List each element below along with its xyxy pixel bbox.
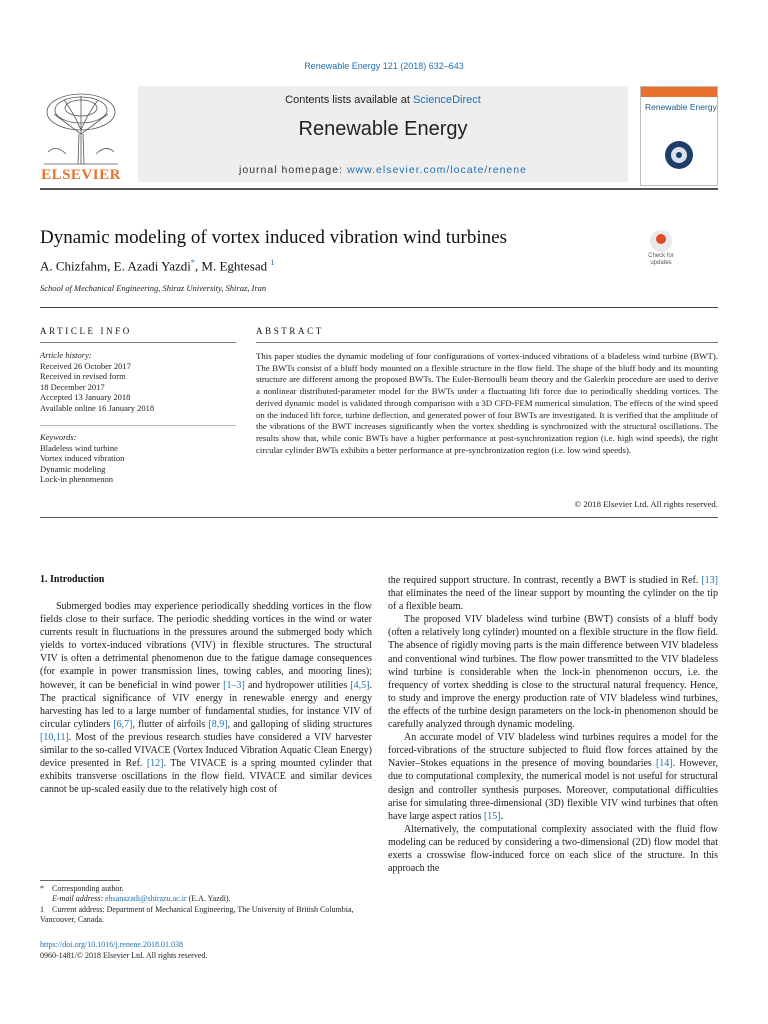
check-updates-label: Check for updates <box>648 253 674 266</box>
abstract-text: This paper studies the dynamic modeling of four configurations of vortex-induced vibrations of a bladeless wind turbine (BWT). The BWTs consist of a bluff body mounted on a flexible structure in the flow field. The shape of the bluff body and its mounting structure are different among the proposed BWTs. The Euler-Bernoulli beam theory and the Galerkin procedure are used to derive a nonlinear distributed-parameter model for the BWTs under a fluctuating lift force due to periodically shedding vortices. The derived dynamic model is validated through comparison with a 3D CFD-FEM numerical simulation. The effects of the wind speed on the induced lift force, turbine deflection, and generated power of four BWTs are investigated. It is verified that the amplitude of the vibrations of the BWT increases significantly when the vortex shedding is synchronized with the structural oscillations. The results show that, while conic BWTs have a higher performance at post-synchronization region (i.e. high wind speeds), the right circular cylinder BWTs exhibits a better performance at pre-synchronization region (i.e. low wind speeds). <box>256 351 718 455</box>
article-history <box>40 350 236 414</box>
cover-bar <box>641 87 717 97</box>
abstract-rule <box>256 342 718 343</box>
homepage-link[interactable]: www.elsevier.com/locate/renene <box>346 164 527 176</box>
intro-paragraph-1 <box>40 600 372 796</box>
text-run: and hydropower utilities <box>244 679 351 691</box>
text-run: Submerged bodies may experience periodically shedding vortices in the flow fields close to their surface. The periodic shedding vortices in the wind or water currents result in fluctuations in the pressures around the submerged body which yields to vortex-induced vibrations (VIV) in flexible structures. The structural VIV is often a detrimental phenomenon due to the fatigue damage consequences (for example in power transmission lines, towing cables, and mooring lines); however, it can be beneficial in wind power <box>40 601 372 691</box>
history-item: Received 26 October 2017 <box>40 360 131 371</box>
author-names-2: , M. Eghtesad <box>194 258 271 274</box>
keywords-label: Keywords: <box>40 432 77 442</box>
footnote-current-address <box>40 905 372 925</box>
citation-link[interactable]: [4,5] <box>350 679 370 691</box>
text-run: . Most of the previous research studies have considered a VIV harvester similar to the so-called VIVACE (Vortex Induced Vibration Aquatic Clean Energy) device presented in Ref. <box>40 731 372 770</box>
footnote-corresponding <box>40 884 372 894</box>
history-item: Accepted 13 January 2018 <box>40 392 131 403</box>
citation-link[interactable]: [8,9] <box>208 718 228 730</box>
author-names-1: A. Chizfahm, E. Azadi Yazdi <box>40 258 191 274</box>
footnote-text: Corresponding author. <box>52 884 124 893</box>
intro-paragraph-4: Alternatively, the computational complexity associated with the fluid flow modeling can be reduced by considering a two-dimensional (2D) flow model that exerts a crosswise flow-induced force on each slice of the structure. In this approach the <box>388 823 718 875</box>
footnote-mark-1[interactable]: 1 <box>270 258 275 267</box>
citation-link[interactable]: [14] <box>655 758 673 770</box>
email-suffix: (E.A. Yazdi). <box>186 894 231 903</box>
keyword-item: Lock-in phenomenon <box>40 474 113 485</box>
history-label: Article history: <box>40 350 92 360</box>
text-run: . <box>500 810 504 822</box>
article-info-heading: ARTICLE INFO <box>40 326 132 336</box>
abstract-copyright: © 2018 Elsevier Ltd. All rights reserved. <box>574 499 718 509</box>
right-column <box>388 574 718 875</box>
history-item: Available online 16 January 2018 <box>40 402 155 413</box>
doi-link[interactable]: https://doi.org/10.1016/j.renene.2018.01.038 <box>40 940 183 949</box>
sciencedirect-link[interactable]: ScienceDirect <box>412 94 481 106</box>
citation-link[interactable]: [13] <box>701 575 718 586</box>
footnote-text: Current address: Department of Mechanical Engineering, The University of British Columbia, Vancouver, Canada. <box>40 905 354 924</box>
text-run: that eliminates the need of the linear support by mounting the cylinder on the tip of a flexible beam. <box>388 588 718 613</box>
text-run: , flutter of airfoils <box>132 718 209 730</box>
keyword-item: Vortex induced vibration <box>40 453 125 464</box>
keyword-item: Bladeless wind turbine <box>40 442 118 453</box>
article-info-rule <box>40 342 236 343</box>
abstract-divider <box>40 517 718 518</box>
journal-title: Renewable Energy <box>298 118 468 140</box>
footnote-email <box>40 894 372 904</box>
text-run: the required support structure. In contrast, recently a BWT is studied in Ref. <box>388 575 702 586</box>
issn-line: 0960-1481/© 2018 Elsevier Ltd. All rights reserved. <box>40 951 208 960</box>
history-item: 18 December 2017 <box>40 381 105 392</box>
keywords <box>40 432 236 485</box>
intro-paragraph-2: The proposed VIV bladeless wind turbine (BWT) consists of a bluff body (often a relatively long cylinder) mounted on a flexible structure in the flow field. The absence of rigidly moving parts is the main difference between VIV bladeless and conventional wind turbines. The flow power transmitted to the VIV bladeless wind turbine is considerable when the lock-in phenomenon occurs, i.e. the frequency of vortex shedding is close to the structural natural frequency. Hence, to study and improve the energy production rate of VIV bladeless wind turbines, the effects of the turbine design parameters on the lock-in phenomenon should be carefully analyzed through dynamic modeling. <box>388 614 718 731</box>
citation-link[interactable]: [1–3] <box>223 679 245 691</box>
left-column <box>40 600 372 796</box>
email-label: E-mail address: <box>52 894 106 903</box>
journal-reference[interactable]: Renewable Energy 121 (2018) 632–643 <box>304 61 464 71</box>
contents-line <box>138 94 628 106</box>
citation-link[interactable]: [10,11] <box>40 731 69 743</box>
check-for-updates-badge[interactable] <box>644 230 678 267</box>
footnote-marker: 1 <box>40 905 44 914</box>
keyword-item: Dynamic modeling <box>40 463 106 474</box>
affiliation: School of Mechanical Engineering, Shiraz University, Shiraz, Iran <box>40 283 267 293</box>
citation-link[interactable]: [6,7] <box>113 718 133 730</box>
text-run: . The VIVACE is a spring mounted cylinder that exhibits transverse oscillations in the flow field. VIVACE and similar devices cannot be up-scaled easily due to the relatively high cost of <box>40 758 372 796</box>
intro-paragraph-continued <box>388 574 718 613</box>
intro-section-title: 1. Introduction <box>40 574 105 585</box>
corresponding-mark[interactable]: * <box>190 258 195 267</box>
header-divider <box>40 188 718 190</box>
text-run: . The practical significance of VIV energy in renewable energy and energy harvesting has led to a large number of fundamental studies, for instance VIV of circular cylinders <box>40 679 372 730</box>
title-divider <box>40 307 718 308</box>
check-updates-icon <box>650 230 672 252</box>
email-link[interactable]: ehsanazadi@shirazu.ac.ir <box>105 894 187 903</box>
text-run: , and galloping of sliding structures <box>227 718 373 730</box>
elsevier-logo-text: ELSEVIER <box>41 167 121 183</box>
journal-cover-thumbnail[interactable] <box>640 86 718 186</box>
abstract-heading: ABSTRACT <box>256 326 324 336</box>
citation-link[interactable]: [15] <box>483 810 501 822</box>
text-run: An accurate model of VIV bladeless wind turbines requires a model for the forced-vibrations of the structure subjected to fluid flow forces attained by the Navier–Stokes equations in the presence of moving boundaries <box>388 732 718 770</box>
contents-prefix: Contents lists available at <box>285 94 413 106</box>
cover-emblem-icon <box>663 139 695 171</box>
text-run: . However, due to computational complexity, the numerical model is not useful for structural design and controller synthesis purposes. Moreover, computational difficulties arise for simulating three-dimensional (3D) flexible VIV wind turbines that often have large aspect ratios <box>388 758 719 822</box>
elsevier-logo <box>40 90 122 184</box>
journal-homepage <box>138 164 628 176</box>
homepage-prefix: journal homepage: <box>239 164 347 176</box>
intro-paragraph-3 <box>388 731 718 823</box>
footnote-rule <box>40 880 120 881</box>
article-title: Dynamic modeling of vortex induced vibration wind turbines <box>40 227 507 248</box>
history-item: Received in revised form <box>40 371 126 382</box>
article-authors <box>40 258 274 274</box>
footnote-marker: * <box>40 884 44 893</box>
elsevier-tree-icon <box>40 90 122 166</box>
citation-link[interactable]: [12] <box>146 758 164 770</box>
cover-title: Renewable Energy <box>645 102 717 112</box>
keywords-rule <box>40 425 236 426</box>
